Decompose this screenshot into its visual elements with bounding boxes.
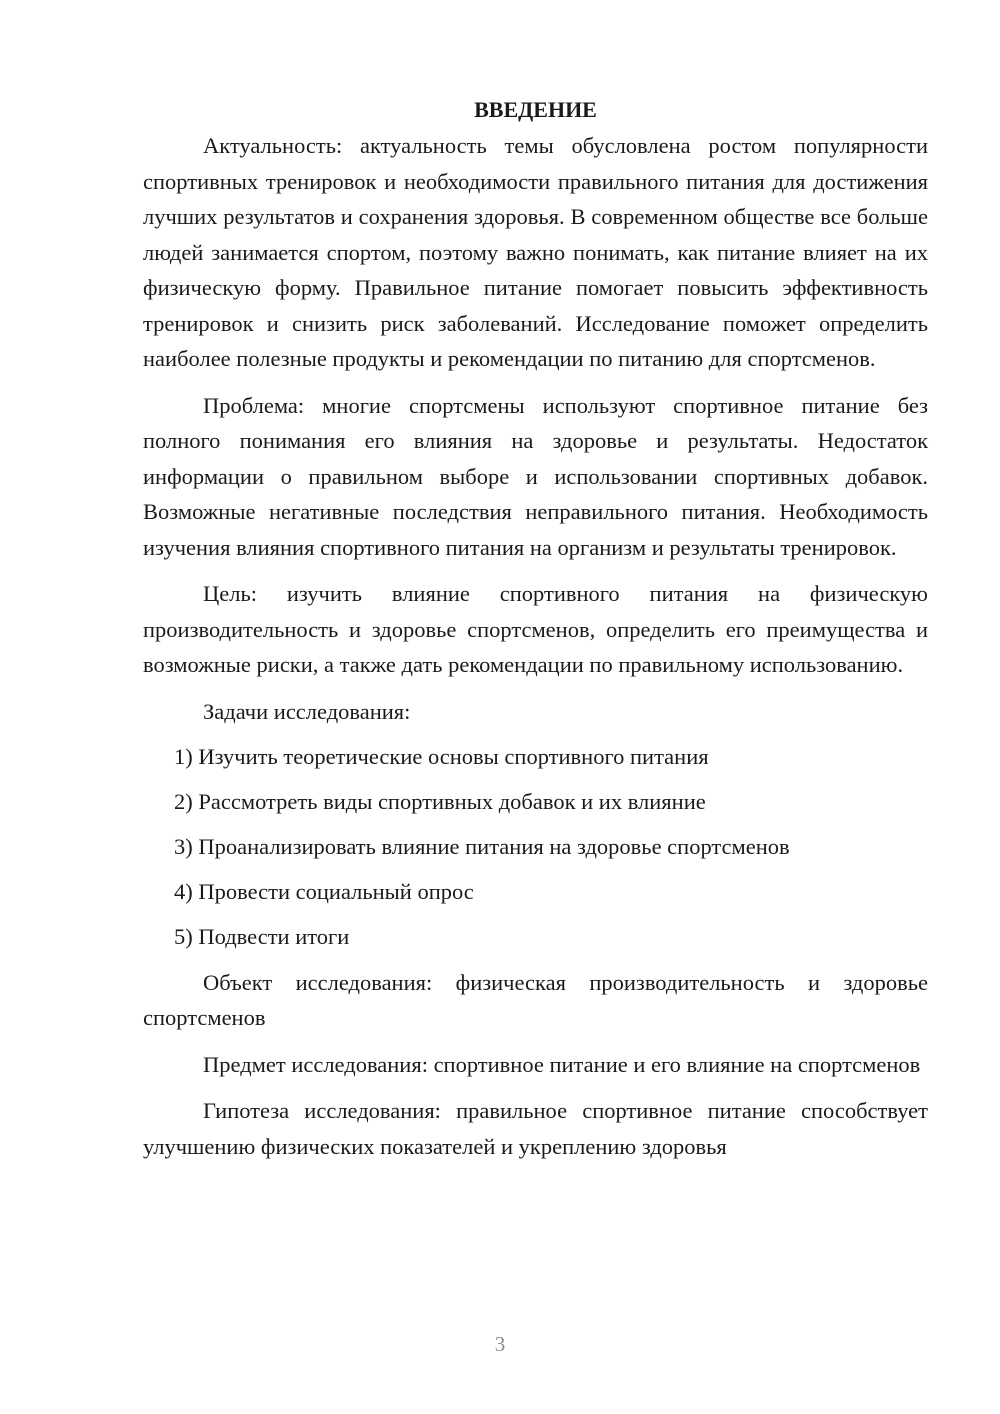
page-title: ВВЕДЕНИЕ <box>474 97 597 122</box>
paragraph-object: Объект исследования: физическая производительность и здоровье спортсменов <box>143 969 928 1030</box>
paragraph-tasks-heading: Задачи исследования: <box>203 698 411 724</box>
list-item: 3) Проанализировать влияние питания на здоровье спортсменов <box>174 834 790 859</box>
list-item: 1) Изучить теоретические основы спортивного питания <box>174 744 709 769</box>
list-item: 2) Рассмотреть виды спортивных добавок и их влияние <box>174 789 706 814</box>
list-item: 4) Провести социальный опрос <box>174 879 474 904</box>
tasks-list <box>143 739 928 955</box>
list-item: 5) Подвести итоги <box>174 924 350 949</box>
page-number: 3 <box>494 1332 506 1356</box>
document-page <box>143 92 928 1175</box>
paragraph-goal: Цель: изучить влияние спортивного питания на физическую производительность и здоровье спортсменов, определить его преимущества и возможные риски, а также дать рекомендации по правильному использованию. <box>143 581 928 677</box>
paragraph-problem: Проблема: многие спортсмены используют спортивное питание без полного понимания его влияния на здоровье и результаты. Недостаток информации о правильном выборе и использовании спортивных добавок. Возможные негативные последствия неправильного питания. Необходимость изучения влияния спортивного питания на организм и результаты тренировок. <box>143 392 928 560</box>
paragraph-subject: Предмет исследования: спортивное питание и его влияние на спортсменов <box>203 1051 921 1077</box>
paragraph-hypothesis: Гипотеза исследования: правильное спортивное питание способствует улучшению физических показателей и укреплению здоровья <box>143 1098 928 1159</box>
paragraph-relevance: Актуальность: актуальность темы обусловлена ростом популярности спортивных тренировок и необходимости правильного питания для достижения лучших результатов и сохранения здоровья. В современном обществе все больше людей занимается спортом, поэтому важно понимать, как питание влияет на их физическую форму. Правильное питание помогает повысить эффективность тренировок и снизить риск заболеваний. Исследование поможет определить наиболее полезные продукты и рекомендации по питанию для спортсменов. <box>143 133 928 371</box>
